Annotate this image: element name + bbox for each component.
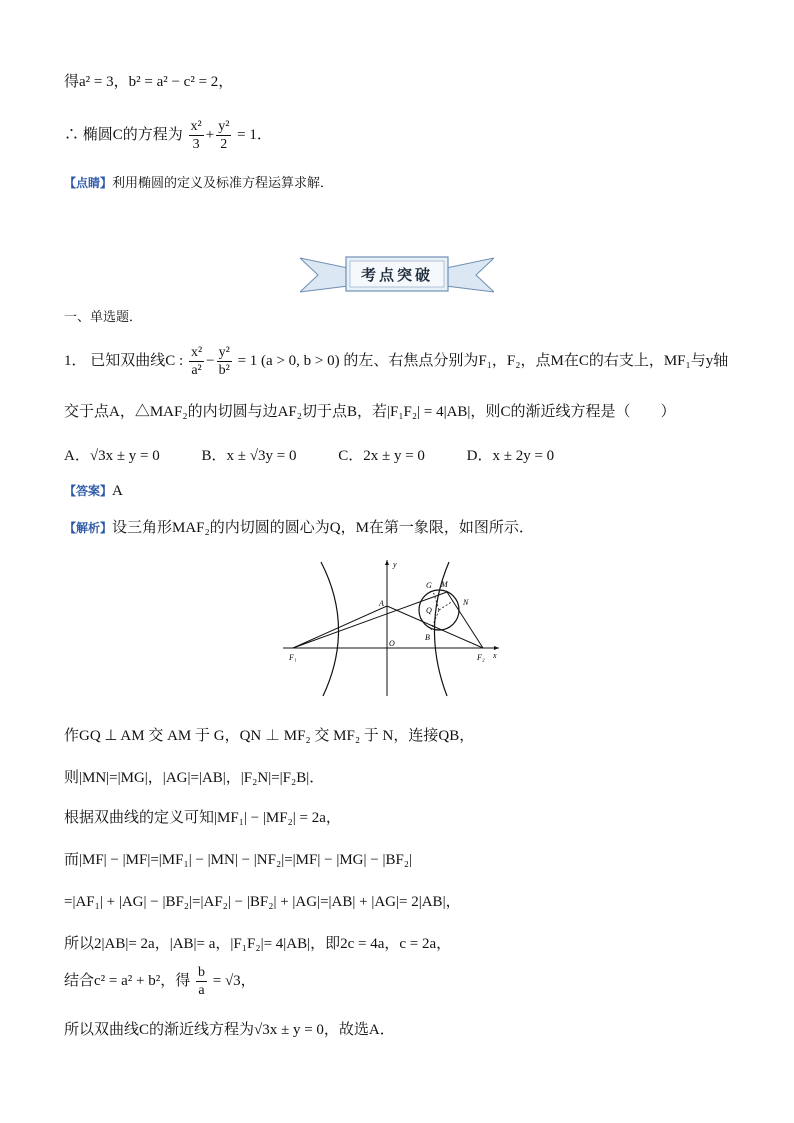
line-f1-a xyxy=(293,606,387,648)
fraction-x2-over-3 xyxy=(189,118,204,153)
minus-sign: − xyxy=(206,352,215,369)
combine-prefix: 结合c² = a² + b²，得 xyxy=(64,972,191,989)
answer-value: A xyxy=(112,483,123,499)
step-2: 则|MN|=|MG|，|AG|=|AB|，|F₂N|=|F₂B|． xyxy=(64,770,325,786)
question-number: 1． xyxy=(64,352,87,369)
option-d[interactable]: D．x ± 2y = 0 xyxy=(466,448,555,464)
question-line-1 xyxy=(64,344,728,379)
frac-num: x² xyxy=(190,119,202,134)
label-f1: F₁ xyxy=(289,653,297,662)
answer-options xyxy=(64,444,592,465)
label-m: M xyxy=(441,580,448,589)
ellipse-equation-line xyxy=(64,118,272,153)
question-text-b: = 1 (a > 0, b > 0) 的左、右焦点分别为F₁，F₂，点M在C的右支上，MF₁与y轴 xyxy=(237,352,729,369)
label-g: G xyxy=(426,581,432,590)
analysis-intro-line xyxy=(64,516,534,537)
question-text-a: 已知双曲线C : xyxy=(90,352,184,369)
line-f1-m xyxy=(293,592,447,648)
y-axis-arrow xyxy=(385,560,389,565)
x-axis-arrow xyxy=(494,646,499,650)
option-a[interactable]: A．√3x ± y = 0 xyxy=(64,448,160,464)
tip-line xyxy=(64,172,333,191)
step-1: 作GQ ⊥ AM 交 AM 于 G，QN ⊥ MF₂ 交 MF₂ 于 N，连接QB， xyxy=(64,728,475,744)
hyperbola-diagram xyxy=(283,556,503,698)
tip-text: 利用椭圆的定义及标准方程运算求解． xyxy=(112,176,334,191)
equation-suffix: = 1． xyxy=(237,126,272,143)
frac-den: b² xyxy=(218,363,230,378)
step-4: 而|MF| − |MF|=|MF₁| − |MN| − |NF₂|=|MF| − |MG| − |BF₂| xyxy=(64,852,413,868)
label-n: N xyxy=(463,598,469,607)
analysis-tag: 【解析】 xyxy=(64,521,113,535)
combine-suffix: = √3， xyxy=(212,972,256,989)
frac-num: y² xyxy=(218,119,230,134)
step-combine xyxy=(64,964,256,999)
label-y: y xyxy=(393,560,397,569)
step-5: =|AF₁| + |AG| − |BF₂|=|AF₂| − |BF₂| + |AG|=|AB| + |AG|= 2|AB|， xyxy=(64,894,461,910)
option-c[interactable]: C．2x ± y = 0 xyxy=(338,448,425,464)
fraction-x2-over-a2 xyxy=(189,344,204,379)
label-q: Q xyxy=(426,606,432,615)
frac-num: b xyxy=(197,965,205,980)
analysis-intro: 设三角形MAF₂的内切圆的圆心为Q，M在第一象限，如图所示． xyxy=(112,520,534,536)
frac-den: a² xyxy=(191,363,202,378)
frac-num: x² xyxy=(190,345,203,360)
label-b: B xyxy=(425,633,430,642)
banner-title: 考点突破 xyxy=(360,266,433,284)
step-3: 根据双曲线的定义可知|MF₁| − |MF₂| = 2a， xyxy=(64,810,341,826)
fraction-y2-over-2 xyxy=(216,118,231,153)
plus-sign: + xyxy=(205,126,215,143)
label-a: A xyxy=(379,599,384,608)
label-f2: F₂ xyxy=(477,653,485,662)
section-banner xyxy=(300,252,494,296)
fraction-b-over-a xyxy=(196,964,207,999)
frac-den: 3 xyxy=(192,137,200,152)
frac-den: a xyxy=(198,983,205,998)
frac-num: y² xyxy=(218,345,230,360)
label-x: x xyxy=(493,651,497,660)
equation-prefix: ∴ 椭圆C的方程为 xyxy=(64,126,183,143)
derivation-line: 得a² = 3，b² = a² − c² = 2， xyxy=(64,74,234,90)
answer-line xyxy=(64,482,123,500)
qn-dash xyxy=(439,601,453,610)
step-6: 所以2|AB|= 2a，|AB|= a，|F₁F₂|= 4|AB|，即2c = 4a，c = 2a， xyxy=(64,936,452,952)
option-b[interactable]: B．x ± √3y = 0 xyxy=(201,448,297,464)
fraction-y2-over-b2 xyxy=(217,344,232,379)
conclusion: 所以双曲线C的渐近线方程为√3x ± y = 0，故选A． xyxy=(64,1022,395,1038)
section-heading: 一、单选题． xyxy=(64,310,143,325)
label-o: O xyxy=(389,639,395,648)
hyperbola-figure xyxy=(283,556,503,698)
frac-den: 2 xyxy=(220,137,228,152)
answer-tag: 【答案】 xyxy=(64,484,113,498)
question-line-2: 交于点A，△MAF₂的内切圆与边AF₂切于点B，若|F₁F₂| = 4|AB|，则C的渐近线方程是（ ） xyxy=(64,404,676,420)
tip-tag: 【点睛】 xyxy=(64,176,113,190)
